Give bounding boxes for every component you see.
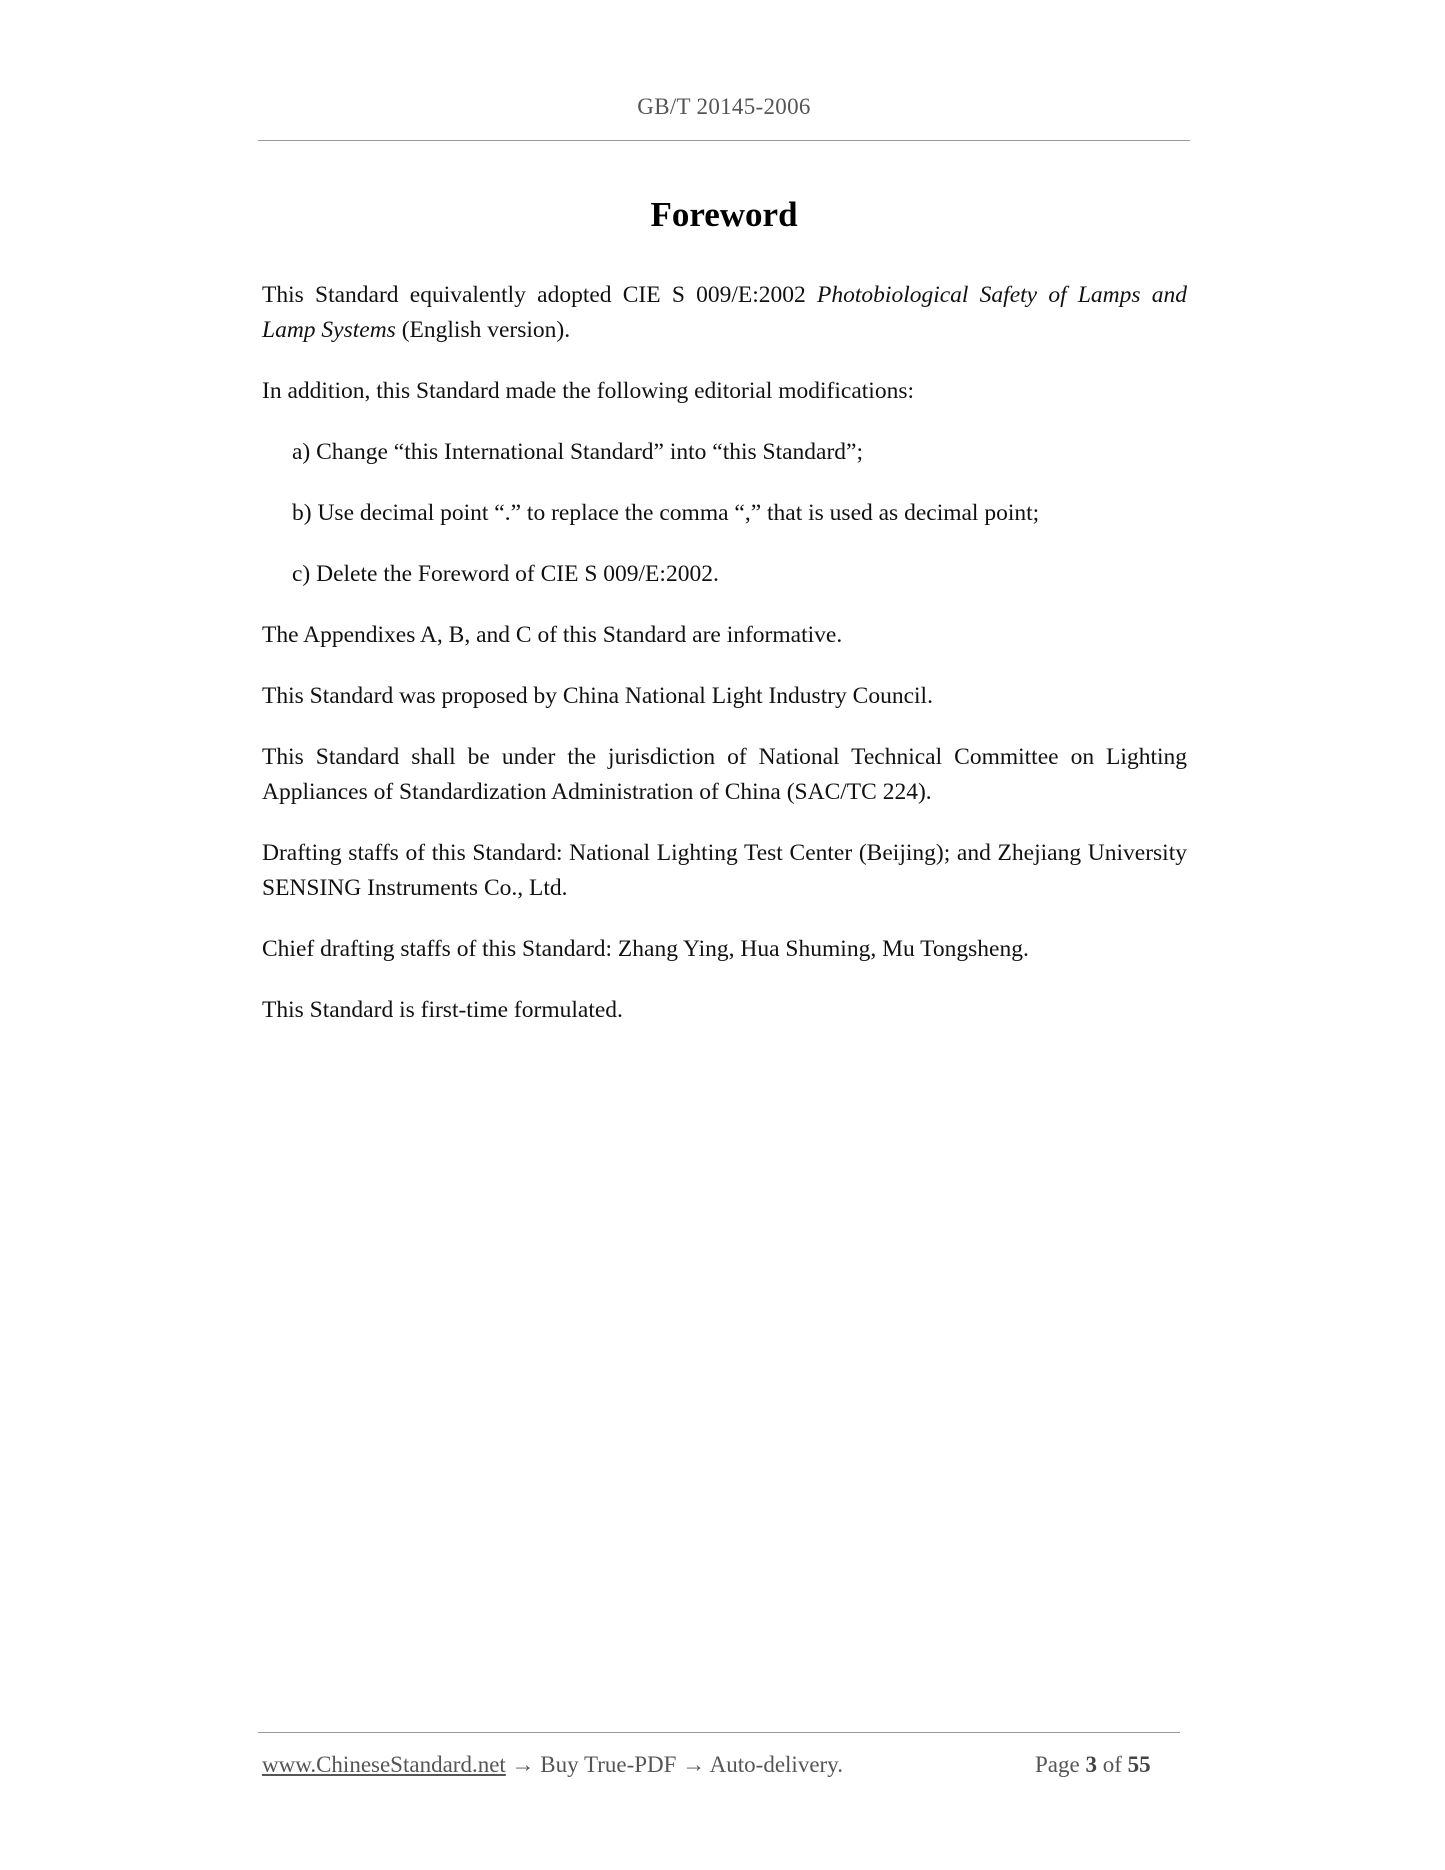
header-divider — [258, 140, 1190, 141]
paragraph-drafting-staffs: Drafting staffs of this Standard: National Lighting Test Center (Beijing); and Zhejiang University SENSING Instruments Co., Ltd. — [262, 840, 1187, 901]
paragraph-text: (English version). — [395, 317, 571, 343]
delivery-text: Auto-delivery. — [705, 1752, 843, 1777]
list-item-b: b) Use decimal point “.” to replace the comma “,” that is used as decimal point; — [292, 500, 1040, 526]
document-body — [262, 278, 1187, 1054]
page-label: Page — [1035, 1752, 1086, 1777]
page-indicator — [1035, 1752, 1151, 1778]
total-pages: 55 — [1127, 1752, 1151, 1777]
page-number: 3 — [1085, 1752, 1097, 1777]
arrow-right-icon: → — [511, 1752, 535, 1777]
arrow-right-icon: → — [682, 1752, 706, 1777]
paragraph-text: This Standard equivalently adopted CIE S 009/E:2002 — [262, 282, 818, 308]
running-header — [258, 94, 1190, 120]
paragraph-modifications: In addition, this Standard made the following editorial modifications: — [262, 378, 914, 404]
page-title: Foreword — [650, 195, 798, 234]
of-label: of — [1096, 1752, 1128, 1777]
paragraph-first-time: This Standard is first-time formulated. — [262, 997, 623, 1023]
footer-divider — [258, 1732, 1180, 1733]
paragraph-chief-drafting: Chief drafting staffs of this Standard: Zhang Ying, Hua Shuming, Mu Tongsheng. — [262, 936, 1029, 962]
paragraph-appendixes: The Appendixes A, B, and C of this Standard are informative. — [262, 622, 843, 648]
footer-promo — [262, 1752, 843, 1778]
list-item-a: a) Change “this International Standard” into “this Standard”; — [292, 439, 864, 465]
referenced-standard-title: Photobiological Safety of Lamps and Lamp Systems — [262, 282, 1187, 343]
buy-text: Buy True-PDF — [534, 1752, 683, 1777]
document-id: GB/T 20145-2006 — [637, 94, 811, 119]
list-item-c: c) Delete the Foreword of CIE S 009/E:2002. — [292, 561, 719, 587]
site-link[interactable]: www.ChineseStandard.net — [262, 1752, 506, 1777]
paragraph-adoption — [262, 278, 1187, 348]
paragraph-proposed-by: This Standard was proposed by China National Light Industry Council. — [262, 683, 933, 709]
paragraph-jurisdiction: This Standard shall be under the jurisdiction of National Technical Committee on Lighting Appliances of Standardization Administration of China (SAC/TC 224). — [262, 744, 1187, 805]
